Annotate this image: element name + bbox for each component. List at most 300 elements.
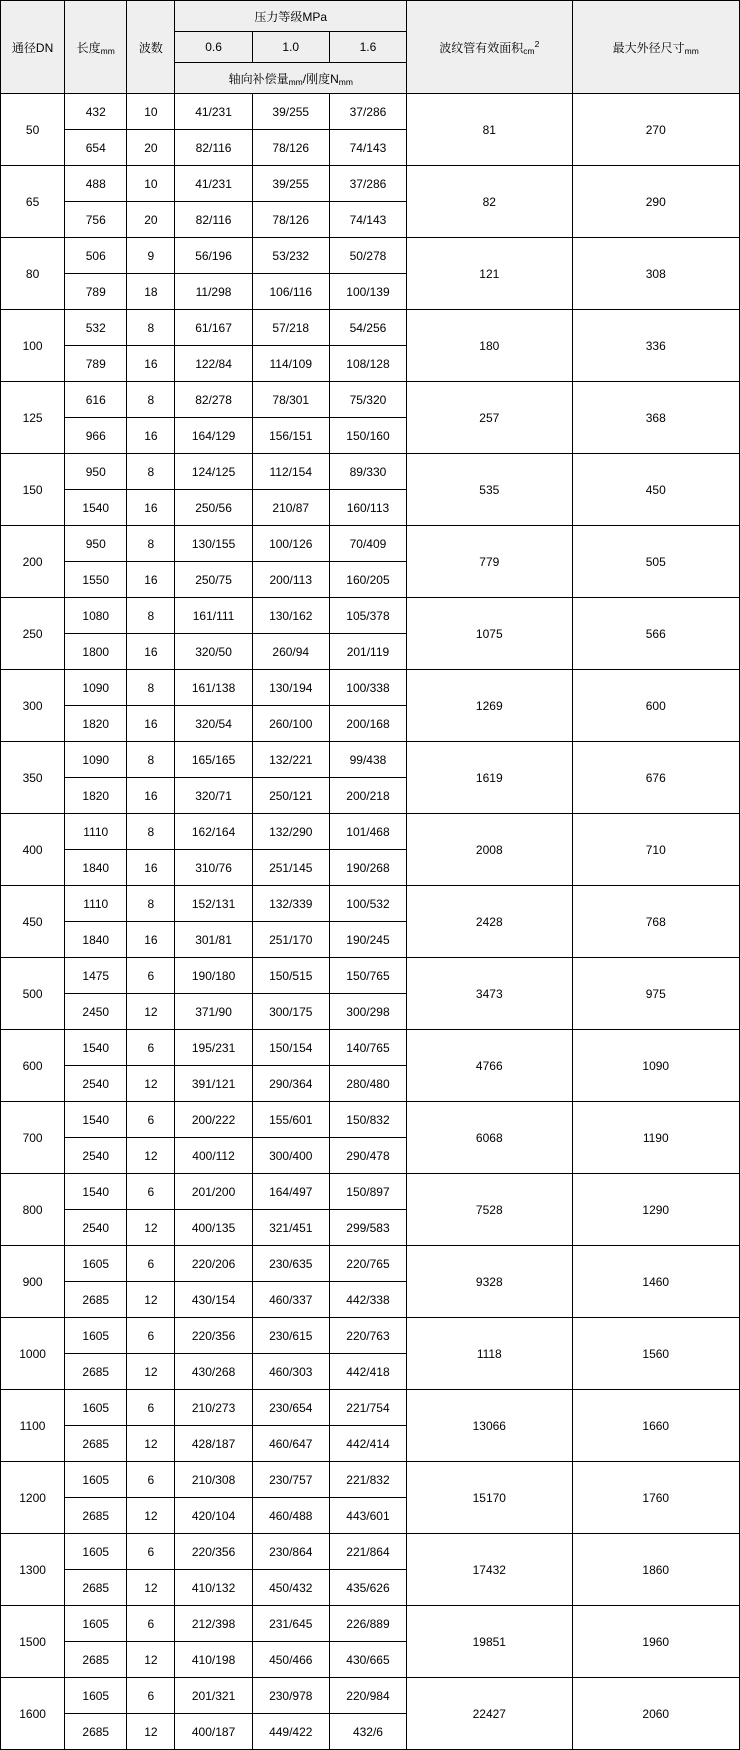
cell-pressure-1-0: 164/497 <box>252 1174 329 1210</box>
cell-length: 1820 <box>65 706 127 742</box>
header-max-od-label: 最大外径尺寸 <box>612 40 685 55</box>
cell-pressure-1-0: 78/301 <box>252 382 329 418</box>
cell-waves: 16 <box>127 418 175 454</box>
cell-length: 2685 <box>65 1498 127 1534</box>
cell-waves: 6 <box>127 958 175 994</box>
cell-pressure-1-6: 150/160 <box>329 418 406 454</box>
cell-max-od: 768 <box>572 886 740 958</box>
table-row <box>1 1390 740 1426</box>
cell-pressure-1-6: 290/478 <box>329 1138 406 1174</box>
cell-waves: 16 <box>127 634 175 670</box>
cell-pressure-1-6: 89/330 <box>329 454 406 490</box>
cell-effective-area: 4766 <box>407 1030 572 1102</box>
cell-effective-area: 121 <box>407 238 572 310</box>
cell-pressure-1-0: 39/255 <box>252 94 329 130</box>
cell-waves: 16 <box>127 490 175 526</box>
cell-waves: 12 <box>127 1138 175 1174</box>
cell-pressure-1-6: 435/626 <box>329 1570 406 1606</box>
cell-pressure-1-0: 300/400 <box>252 1138 329 1174</box>
cell-length: 1550 <box>65 562 127 598</box>
table-row <box>1 1606 740 1642</box>
cell-max-od: 1760 <box>572 1462 740 1534</box>
table-row <box>1 526 740 562</box>
cell-dn: 900 <box>1 1246 65 1318</box>
cell-pressure-1-0: 230/864 <box>252 1534 329 1570</box>
cell-length: 1090 <box>65 742 127 778</box>
cell-length: 1475 <box>65 958 127 994</box>
cell-length: 1110 <box>65 814 127 850</box>
cell-pressure-1-0: 251/170 <box>252 922 329 958</box>
table-row <box>1 1030 740 1066</box>
header-axial-label: 轴向补偿量 <box>228 71 289 86</box>
cell-waves: 12 <box>127 1066 175 1102</box>
cell-max-od: 368 <box>572 382 740 454</box>
cell-pressure-0-6: 122/84 <box>175 346 252 382</box>
cell-length: 1540 <box>65 490 127 526</box>
table-body <box>1 94 740 1750</box>
cell-length: 1540 <box>65 1030 127 1066</box>
cell-pressure-1-6: 442/338 <box>329 1282 406 1318</box>
cell-pressure-1-0: 260/100 <box>252 706 329 742</box>
cell-pressure-0-6: 310/76 <box>175 850 252 886</box>
header-pressure-0-6: 0.6 <box>175 32 252 63</box>
cell-pressure-0-6: 56/196 <box>175 238 252 274</box>
table-row <box>1 742 740 778</box>
cell-effective-area: 82 <box>407 166 572 238</box>
cell-max-od: 2060 <box>572 1678 740 1750</box>
cell-pressure-0-6: 82/116 <box>175 130 252 166</box>
cell-pressure-0-6: 210/273 <box>175 1390 252 1426</box>
cell-length: 532 <box>65 310 127 346</box>
cell-pressure-1-0: 57/218 <box>252 310 329 346</box>
cell-length: 506 <box>65 238 127 274</box>
header-waves <box>127 1 175 94</box>
cell-max-od: 1960 <box>572 1606 740 1678</box>
cell-effective-area: 1118 <box>407 1318 572 1390</box>
header-dn-label: 通径DN <box>11 40 54 55</box>
cell-waves: 8 <box>127 526 175 562</box>
cell-effective-area: 9328 <box>407 1246 572 1318</box>
cell-pressure-1-0: 460/647 <box>252 1426 329 1462</box>
table-row <box>1 1174 740 1210</box>
cell-pressure-1-6: 100/338 <box>329 670 406 706</box>
cell-effective-area: 6068 <box>407 1102 572 1174</box>
cell-length: 1820 <box>65 778 127 814</box>
cell-pressure-0-6: 301/81 <box>175 922 252 958</box>
cell-pressure-0-6: 400/112 <box>175 1138 252 1174</box>
cell-length: 2685 <box>65 1426 127 1462</box>
table-row <box>1 1102 740 1138</box>
cell-waves: 9 <box>127 238 175 274</box>
cell-pressure-1-6: 200/168 <box>329 706 406 742</box>
cell-length: 432 <box>65 94 127 130</box>
cell-effective-area: 257 <box>407 382 572 454</box>
cell-pressure-1-0: 230/654 <box>252 1390 329 1426</box>
cell-pressure-1-0: 132/290 <box>252 814 329 850</box>
cell-length: 2450 <box>65 994 127 1030</box>
cell-dn: 350 <box>1 742 65 814</box>
header-waves-label: 波数 <box>138 40 163 55</box>
cell-pressure-1-6: 70/409 <box>329 526 406 562</box>
cell-pressure-0-6: 212/398 <box>175 1606 252 1642</box>
cell-pressure-1-6: 100/532 <box>329 886 406 922</box>
table-row <box>1 598 740 634</box>
cell-length: 1540 <box>65 1174 127 1210</box>
cell-max-od: 450 <box>572 454 740 526</box>
cell-dn: 200 <box>1 526 65 598</box>
cell-pressure-1-0: 449/422 <box>252 1714 329 1750</box>
table-row <box>1 1318 740 1354</box>
cell-waves: 10 <box>127 166 175 202</box>
cell-waves: 8 <box>127 454 175 490</box>
cell-length: 2685 <box>65 1570 127 1606</box>
cell-pressure-1-0: 106/116 <box>252 274 329 310</box>
cell-length: 2685 <box>65 1354 127 1390</box>
cell-effective-area: 1075 <box>407 598 572 670</box>
cell-max-od: 600 <box>572 670 740 742</box>
cell-dn: 700 <box>1 1102 65 1174</box>
cell-dn: 500 <box>1 958 65 1030</box>
cell-length: 1605 <box>65 1678 127 1714</box>
cell-dn: 50 <box>1 94 65 166</box>
cell-dn: 1300 <box>1 1534 65 1606</box>
cell-pressure-1-6: 105/378 <box>329 598 406 634</box>
cell-waves: 12 <box>127 1498 175 1534</box>
cell-pressure-1-6: 280/480 <box>329 1066 406 1102</box>
cell-pressure-1-0: 78/126 <box>252 202 329 238</box>
cell-pressure-1-6: 200/218 <box>329 778 406 814</box>
cell-pressure-1-6: 443/601 <box>329 1498 406 1534</box>
cell-waves: 18 <box>127 274 175 310</box>
cell-length: 950 <box>65 454 127 490</box>
header-dn <box>1 1 65 94</box>
cell-waves: 6 <box>127 1462 175 1498</box>
cell-effective-area: 3473 <box>407 958 572 1030</box>
cell-pressure-1-6: 37/286 <box>329 166 406 202</box>
cell-pressure-1-0: 132/221 <box>252 742 329 778</box>
cell-length: 1800 <box>65 634 127 670</box>
cell-pressure-1-0: 300/175 <box>252 994 329 1030</box>
cell-max-od: 676 <box>572 742 740 814</box>
cell-dn: 250 <box>1 598 65 670</box>
cell-pressure-1-6: 74/143 <box>329 202 406 238</box>
table-row <box>1 958 740 994</box>
cell-dn: 150 <box>1 454 65 526</box>
header-axial-unit2: mm <box>338 76 353 87</box>
cell-pressure-1-6: 220/763 <box>329 1318 406 1354</box>
cell-pressure-0-6: 410/198 <box>175 1642 252 1678</box>
cell-pressure-0-6: 220/206 <box>175 1246 252 1282</box>
cell-length: 756 <box>65 202 127 238</box>
cell-pressure-1-6: 432/6 <box>329 1714 406 1750</box>
cell-waves: 6 <box>127 1606 175 1642</box>
cell-pressure-1-0: 450/432 <box>252 1570 329 1606</box>
cell-pressure-1-0: 112/154 <box>252 454 329 490</box>
cell-pressure-1-6: 221/864 <box>329 1534 406 1570</box>
cell-length: 966 <box>65 418 127 454</box>
cell-pressure-0-6: 161/111 <box>175 598 252 634</box>
cell-pressure-1-0: 78/126 <box>252 130 329 166</box>
cell-waves: 8 <box>127 598 175 634</box>
cell-pressure-1-6: 108/128 <box>329 346 406 382</box>
table-row <box>1 886 740 922</box>
cell-length: 1540 <box>65 1102 127 1138</box>
cell-pressure-1-6: 74/143 <box>329 130 406 166</box>
table-row <box>1 454 740 490</box>
cell-pressure-1-6: 430/665 <box>329 1642 406 1678</box>
cell-pressure-1-6: 221/832 <box>329 1462 406 1498</box>
cell-waves: 12 <box>127 994 175 1030</box>
cell-waves: 6 <box>127 1534 175 1570</box>
cell-waves: 8 <box>127 382 175 418</box>
cell-pressure-1-0: 114/109 <box>252 346 329 382</box>
cell-pressure-0-6: 164/129 <box>175 418 252 454</box>
cell-length: 1605 <box>65 1534 127 1570</box>
cell-pressure-1-0: 100/126 <box>252 526 329 562</box>
cell-pressure-0-6: 430/268 <box>175 1354 252 1390</box>
cell-waves: 12 <box>127 1282 175 1318</box>
cell-waves: 16 <box>127 706 175 742</box>
cell-waves: 20 <box>127 202 175 238</box>
cell-dn: 400 <box>1 814 65 886</box>
cell-max-od: 1660 <box>572 1390 740 1462</box>
cell-length: 488 <box>65 166 127 202</box>
header-length-unit: mm <box>100 45 115 56</box>
cell-effective-area: 15170 <box>407 1462 572 1534</box>
cell-pressure-1-0: 251/145 <box>252 850 329 886</box>
cell-pressure-1-0: 460/303 <box>252 1354 329 1390</box>
cell-pressure-0-6: 250/56 <box>175 490 252 526</box>
table-row <box>1 814 740 850</box>
cell-pressure-1-6: 220/765 <box>329 1246 406 1282</box>
cell-waves: 6 <box>127 1102 175 1138</box>
cell-effective-area: 2428 <box>407 886 572 958</box>
cell-pressure-0-6: 320/71 <box>175 778 252 814</box>
cell-max-od: 566 <box>572 598 740 670</box>
cell-pressure-1-0: 53/232 <box>252 238 329 274</box>
cell-waves: 16 <box>127 850 175 886</box>
header-row-1 <box>1 1 740 32</box>
table-row <box>1 1462 740 1498</box>
cell-waves: 12 <box>127 1570 175 1606</box>
cell-pressure-1-6: 300/298 <box>329 994 406 1030</box>
cell-length: 789 <box>65 346 127 382</box>
cell-effective-area: 81 <box>407 94 572 166</box>
cell-pressure-0-6: 41/231 <box>175 166 252 202</box>
cell-length: 2685 <box>65 1714 127 1750</box>
cell-pressure-0-6: 41/231 <box>175 94 252 130</box>
cell-dn: 600 <box>1 1030 65 1102</box>
header-effective-area-label: 波纹管有效面积 <box>439 40 524 55</box>
cell-pressure-1-0: 460/488 <box>252 1498 329 1534</box>
table-row <box>1 310 740 346</box>
header-pressure-1-6: 1.6 <box>329 32 406 63</box>
cell-length: 1840 <box>65 850 127 886</box>
cell-length: 1605 <box>65 1462 127 1498</box>
cell-waves: 8 <box>127 886 175 922</box>
cell-pressure-1-0: 150/154 <box>252 1030 329 1066</box>
cell-effective-area: 22427 <box>407 1678 572 1750</box>
cell-length: 2685 <box>65 1282 127 1318</box>
cell-pressure-1-0: 150/515 <box>252 958 329 994</box>
cell-waves: 16 <box>127 562 175 598</box>
cell-pressure-0-6: 82/116 <box>175 202 252 238</box>
cell-pressure-1-6: 150/897 <box>329 1174 406 1210</box>
cell-pressure-0-6: 195/231 <box>175 1030 252 1066</box>
cell-dn: 1500 <box>1 1606 65 1678</box>
table-row <box>1 1534 740 1570</box>
table-row <box>1 1678 740 1714</box>
cell-waves: 10 <box>127 94 175 130</box>
cell-dn: 1100 <box>1 1390 65 1462</box>
cell-pressure-1-6: 221/754 <box>329 1390 406 1426</box>
cell-pressure-1-0: 450/466 <box>252 1642 329 1678</box>
cell-pressure-1-0: 321/451 <box>252 1210 329 1246</box>
cell-length: 1090 <box>65 670 127 706</box>
header-pressure-1-0: 1.0 <box>252 32 329 63</box>
cell-max-od: 1190 <box>572 1102 740 1174</box>
cell-pressure-1-6: 442/414 <box>329 1426 406 1462</box>
cell-pressure-0-6: 61/167 <box>175 310 252 346</box>
cell-pressure-0-6: 400/135 <box>175 1210 252 1246</box>
cell-pressure-0-6: 152/131 <box>175 886 252 922</box>
cell-waves: 8 <box>127 670 175 706</box>
cell-max-od: 975 <box>572 958 740 1030</box>
cell-pressure-0-6: 391/121 <box>175 1066 252 1102</box>
cell-max-od: 1860 <box>572 1534 740 1606</box>
cell-pressure-0-6: 200/222 <box>175 1102 252 1138</box>
cell-effective-area: 1269 <box>407 670 572 742</box>
cell-pressure-1-0: 460/337 <box>252 1282 329 1318</box>
cell-pressure-1-6: 101/468 <box>329 814 406 850</box>
header-axial-compensation <box>175 63 407 94</box>
cell-dn: 450 <box>1 886 65 958</box>
cell-pressure-0-6: 250/75 <box>175 562 252 598</box>
cell-pressure-0-6: 130/155 <box>175 526 252 562</box>
cell-effective-area: 180 <box>407 310 572 382</box>
cell-max-od: 1290 <box>572 1174 740 1246</box>
cell-length: 1605 <box>65 1606 127 1642</box>
cell-waves: 8 <box>127 814 175 850</box>
cell-dn: 65 <box>1 166 65 238</box>
cell-waves: 6 <box>127 1030 175 1066</box>
cell-waves: 12 <box>127 1354 175 1390</box>
cell-waves: 8 <box>127 310 175 346</box>
cell-pressure-1-6: 75/320 <box>329 382 406 418</box>
cell-pressure-0-6: 201/321 <box>175 1678 252 1714</box>
cell-max-od: 1560 <box>572 1318 740 1390</box>
cell-pressure-1-0: 155/601 <box>252 1102 329 1138</box>
cell-length: 616 <box>65 382 127 418</box>
cell-length: 1605 <box>65 1246 127 1282</box>
cell-max-od: 308 <box>572 238 740 310</box>
cell-max-od: 270 <box>572 94 740 166</box>
cell-pressure-1-0: 132/339 <box>252 886 329 922</box>
cell-dn: 80 <box>1 238 65 310</box>
cell-length: 2540 <box>65 1138 127 1174</box>
cell-pressure-1-0: 231/645 <box>252 1606 329 1642</box>
cell-dn: 1000 <box>1 1318 65 1390</box>
header-axial-unit1: mm <box>288 76 303 87</box>
cell-effective-area: 1619 <box>407 742 572 814</box>
cell-length: 2685 <box>65 1642 127 1678</box>
cell-pressure-1-6: 100/139 <box>329 274 406 310</box>
cell-pressure-0-6: 220/356 <box>175 1534 252 1570</box>
cell-pressure-1-6: 37/286 <box>329 94 406 130</box>
table-row <box>1 382 740 418</box>
cell-pressure-1-0: 230/978 <box>252 1678 329 1714</box>
cell-pressure-0-6: 220/356 <box>175 1318 252 1354</box>
table-row <box>1 166 740 202</box>
cell-effective-area: 2008 <box>407 814 572 886</box>
cell-effective-area: 7528 <box>407 1174 572 1246</box>
cell-pressure-1-6: 226/889 <box>329 1606 406 1642</box>
cell-pressure-1-0: 130/194 <box>252 670 329 706</box>
cell-length: 654 <box>65 130 127 166</box>
cell-waves: 6 <box>127 1174 175 1210</box>
cell-max-od: 1090 <box>572 1030 740 1102</box>
cell-dn: 800 <box>1 1174 65 1246</box>
cell-pressure-1-6: 220/984 <box>329 1678 406 1714</box>
cell-dn: 100 <box>1 310 65 382</box>
header-length-label: 长度 <box>76 40 101 55</box>
cell-pressure-0-6: 371/90 <box>175 994 252 1030</box>
cell-pressure-0-6: 161/138 <box>175 670 252 706</box>
cell-pressure-1-6: 140/765 <box>329 1030 406 1066</box>
cell-pressure-1-0: 250/121 <box>252 778 329 814</box>
cell-waves: 8 <box>127 742 175 778</box>
cell-pressure-0-6: 320/50 <box>175 634 252 670</box>
cell-max-od: 336 <box>572 310 740 382</box>
cell-length: 950 <box>65 526 127 562</box>
cell-length: 1110 <box>65 886 127 922</box>
table-row <box>1 670 740 706</box>
cell-pressure-1-6: 150/832 <box>329 1102 406 1138</box>
cell-effective-area: 779 <box>407 526 572 598</box>
cell-pressure-0-6: 165/165 <box>175 742 252 778</box>
header-length <box>65 1 127 94</box>
cell-max-od: 290 <box>572 166 740 238</box>
cell-dn: 300 <box>1 670 65 742</box>
cell-pressure-1-6: 150/765 <box>329 958 406 994</box>
cell-pressure-0-6: 124/125 <box>175 454 252 490</box>
cell-pressure-1-6: 201/119 <box>329 634 406 670</box>
table-header <box>1 1 740 94</box>
cell-pressure-1-0: 130/162 <box>252 598 329 634</box>
cell-max-od: 1460 <box>572 1246 740 1318</box>
cell-waves: 6 <box>127 1390 175 1426</box>
cell-pressure-1-0: 39/255 <box>252 166 329 202</box>
cell-pressure-1-6: 299/583 <box>329 1210 406 1246</box>
cell-pressure-1-6: 442/418 <box>329 1354 406 1390</box>
cell-pressure-0-6: 430/154 <box>175 1282 252 1318</box>
cell-pressure-1-6: 190/268 <box>329 850 406 886</box>
cell-pressure-0-6: 428/187 <box>175 1426 252 1462</box>
table-row <box>1 1246 740 1282</box>
cell-pressure-1-0: 210/87 <box>252 490 329 526</box>
cell-pressure-0-6: 420/104 <box>175 1498 252 1534</box>
cell-length: 789 <box>65 274 127 310</box>
header-effective-area <box>407 1 572 94</box>
cell-length: 1840 <box>65 922 127 958</box>
cell-pressure-1-0: 230/635 <box>252 1246 329 1282</box>
cell-waves: 12 <box>127 1714 175 1750</box>
cell-length: 2540 <box>65 1210 127 1246</box>
cell-effective-area: 535 <box>407 454 572 526</box>
cell-waves: 12 <box>127 1426 175 1462</box>
cell-pressure-0-6: 410/132 <box>175 1570 252 1606</box>
cell-pressure-1-6: 50/278 <box>329 238 406 274</box>
